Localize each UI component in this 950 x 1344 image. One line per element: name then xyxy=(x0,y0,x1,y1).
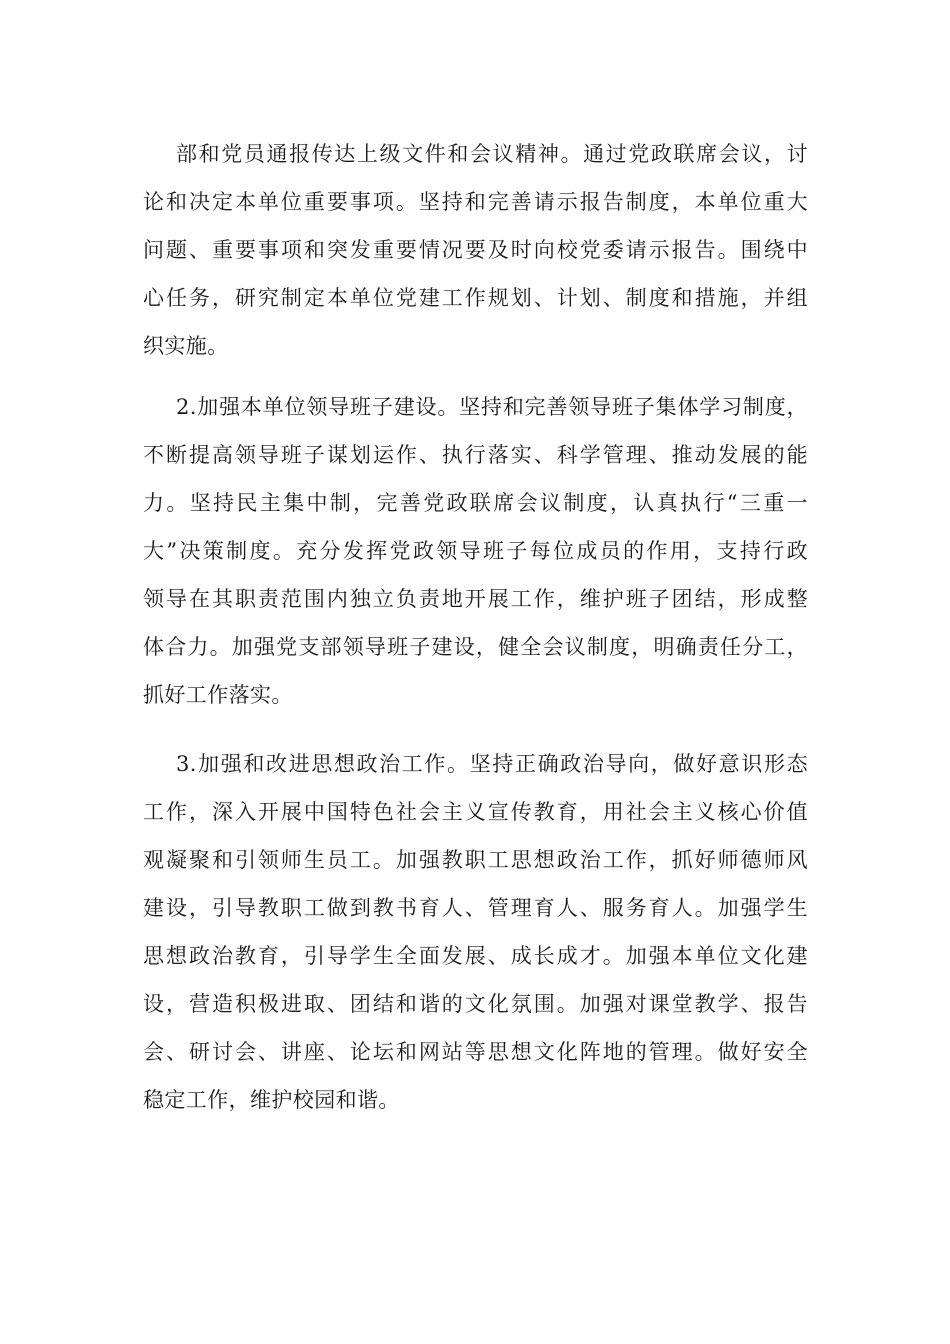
text-line: 3.加强和改进思想政治工作。坚持正确政治导向，做好意识形态 xyxy=(176,752,808,776)
text-line: 2.加强本单位领导班子建设。坚持和完善领导班子集体学习制度， xyxy=(176,395,808,419)
text-line: 论和决定本单位重要事项。坚持和完善请示报告制度，本单位重大 xyxy=(143,190,808,214)
text-line: 织实施。 xyxy=(143,334,229,358)
text-line: 设，营造积极进取、团结和谐的文化氛围。加强对课堂教学、报告 xyxy=(143,992,808,1016)
text-line: 大”决策制度。充分发挥党政领导班子每位成员的作用，支持行政 xyxy=(143,539,808,563)
text-line: 不断提高领导班子谋划运作、执行落实、科学管理、推动发展的能 xyxy=(143,443,808,467)
text-line: 体合力。加强党支部领导班子建设，健全会议制度，明确责任分工， xyxy=(143,635,808,659)
text-line: 会、研讨会、讲座、论坛和网站等思想文化阵地的管理。做好安全 xyxy=(143,1040,808,1064)
paragraph-ideological-work xyxy=(143,740,808,1124)
text-line: 问题、重要事项和突发重要情况要及时向校党委请示报告。围绕中 xyxy=(143,238,808,262)
text-line: 部和党员通报传达上级文件和会议精神。通过党政联席会议，讨 xyxy=(176,142,808,166)
paragraph-leadership-building xyxy=(143,383,808,719)
text-line: 建设，引导教职工做到教书育人、管理育人、服务育人。加强学生 xyxy=(143,896,808,920)
paragraph-party-reporting xyxy=(143,130,808,370)
text-line: 观凝聚和引领师生员工。加强教职工思想政治工作，抓好师德师风 xyxy=(143,848,808,872)
text-line: 抓好工作落实。 xyxy=(143,683,293,707)
text-line: 工作，深入开展中国特色社会主义宣传教育，用社会主义核心价值 xyxy=(143,800,808,824)
text-line: 领导在其职责范围内独立负责地开展工作，维护班子团结，形成整 xyxy=(143,587,808,611)
text-line: 力。坚持民主集中制，完善党政联席会议制度，认真执行“三重一 xyxy=(143,491,808,515)
text-line: 稳定工作，维护校园和谐。 xyxy=(143,1088,400,1112)
text-line: 心任务，研究制定本单位党建工作规划、计划、制度和措施，并组 xyxy=(143,286,808,310)
text-line: 思想政治教育，引导学生全面发展、成长成才。加强本单位文化建 xyxy=(143,944,808,968)
